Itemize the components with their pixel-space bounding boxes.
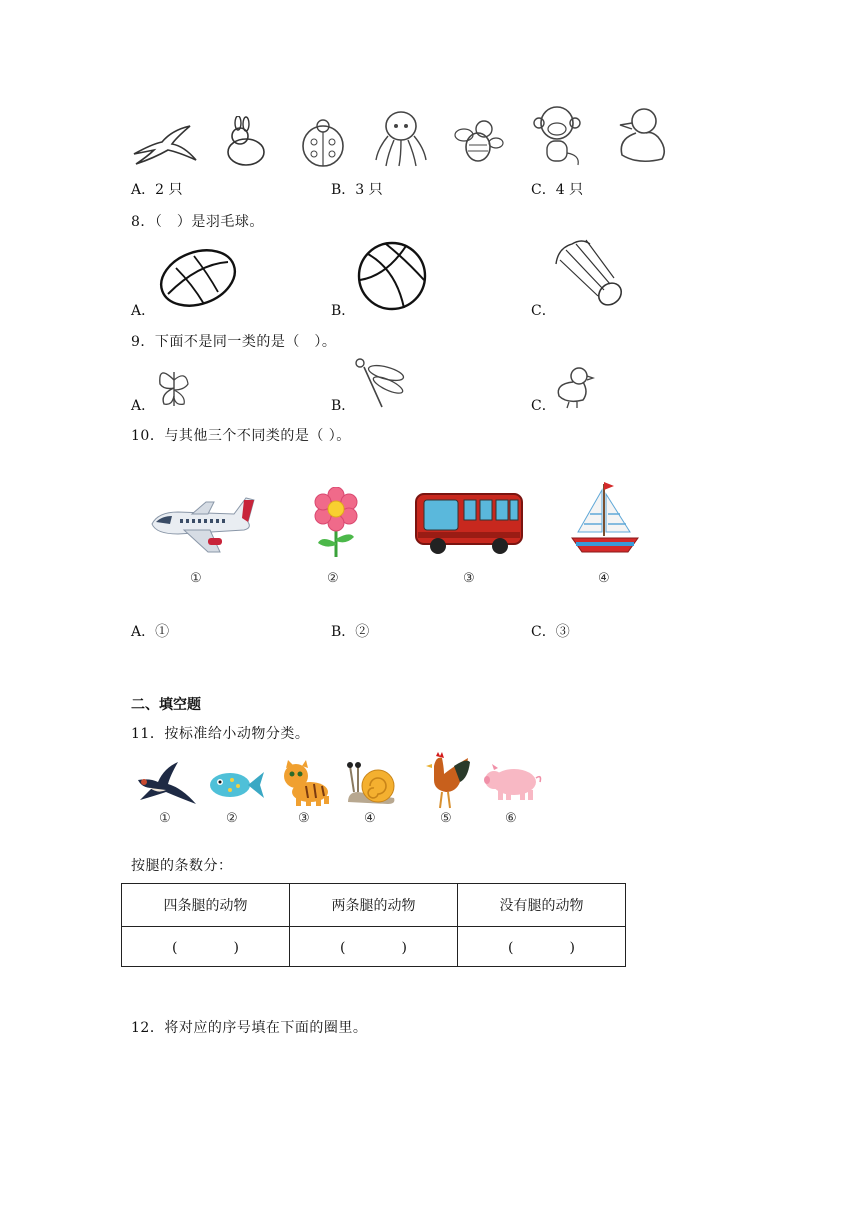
table-header-cell: 两条腿的动物: [290, 884, 458, 927]
question-10-stem: 10．与其他三个不同类的是（ ）。: [131, 428, 351, 444]
sailboat-icon: [570, 480, 640, 558]
option-b[interactable]: B．②: [331, 624, 370, 640]
label-3: ③: [463, 571, 475, 586]
octopus-icon: [372, 108, 430, 168]
option-c[interactable]: C．: [531, 303, 556, 319]
question-12-stem: 12．将对应的序号填在下面的圈里。: [131, 1020, 368, 1036]
option-c[interactable]: C．4 只: [531, 182, 584, 198]
table-header-row: [122, 884, 626, 927]
answer-blank[interactable]: ( ): [122, 927, 290, 967]
swallow-icon: [132, 124, 198, 166]
duck-icon: [612, 105, 668, 167]
table-header-cell: 四条腿的动物: [122, 884, 290, 927]
question-8-stem: 8．（ ）是羽毛球。: [131, 214, 264, 230]
rugby-ball-icon: [158, 244, 238, 312]
pig-icon: [484, 762, 542, 802]
dragonfly-icon: [352, 357, 408, 411]
shuttlecock-icon: [554, 238, 630, 312]
label-2: ②: [327, 571, 339, 586]
option-a[interactable]: A．: [131, 303, 156, 319]
option-b[interactable]: B．: [331, 303, 356, 319]
option-a[interactable]: A．: [131, 398, 156, 414]
option-c[interactable]: C．: [531, 398, 556, 414]
label-4: ④: [598, 571, 610, 586]
flower-icon: [312, 487, 360, 559]
label-1: ①: [159, 811, 171, 826]
question-9-stem: 9．下面不是同一类的是（ ）。: [131, 334, 337, 350]
butterfly-icon: [154, 362, 194, 410]
snail-icon: [346, 758, 398, 806]
basketball-icon: [356, 240, 428, 312]
bee-icon: [454, 113, 504, 167]
chick-icon: [553, 364, 595, 410]
label-6: ⑥: [505, 811, 517, 826]
rooster-icon: [424, 752, 472, 810]
label-3: ③: [298, 811, 310, 826]
table-row: [122, 927, 626, 967]
swallow-icon: [134, 760, 200, 808]
option-b[interactable]: B．: [331, 398, 356, 414]
option-a[interactable]: A．①: [131, 624, 170, 640]
label-4: ④: [364, 811, 376, 826]
rabbit-icon: [222, 116, 272, 168]
answer-blank[interactable]: ( ): [458, 927, 626, 967]
label-5: ⑤: [440, 811, 452, 826]
option-a[interactable]: A．2 只: [131, 182, 183, 198]
monkey-icon: [530, 103, 584, 167]
answer-blank[interactable]: ( ): [290, 927, 458, 967]
label-2: ②: [226, 811, 238, 826]
cat-icon: [280, 760, 334, 808]
label-1: ①: [190, 571, 202, 586]
fish-icon: [208, 768, 266, 802]
bus-icon: [414, 488, 524, 556]
option-c[interactable]: C．③: [531, 624, 570, 640]
classification-table: [121, 883, 626, 967]
classification-criterion: 按腿的条数分：: [131, 858, 233, 874]
airplane-icon: [148, 494, 256, 556]
question-11-stem: 11．按标准给小动物分类。: [131, 726, 310, 742]
option-b[interactable]: B．3 只: [331, 182, 383, 198]
section-heading: 二、填空题: [131, 697, 201, 713]
table-header-cell: 没有腿的动物: [458, 884, 626, 927]
ladybug-icon: [297, 118, 349, 168]
